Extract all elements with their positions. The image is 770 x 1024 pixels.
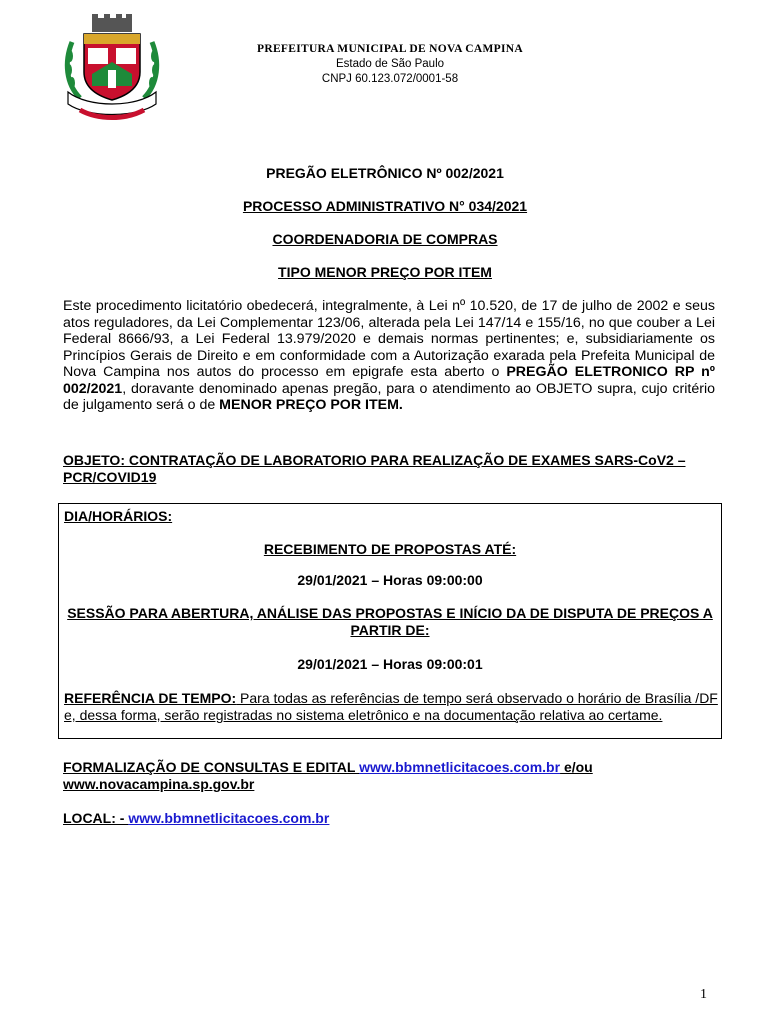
state-line: Estado de São Paulo: [335, 58, 445, 70]
sessao-date: 29/01/2021 – Horas 09:00:01: [297, 656, 483, 672]
tipo-title: TIPO MENOR PREÇO POR ITEM: [278, 264, 492, 280]
page-number: 1: [700, 987, 707, 1002]
objeto-heading: OBJETO: CONTRATAÇÃO DE LABORATORIO PARA REALIZAÇÃO DE EXAMES SARS-CoV2 – PCR/COVID19: [63, 452, 686, 485]
pregao-title: PREGÃO ELETRÔNICO Nº 002/2021: [266, 165, 504, 181]
recebimento-text: RECEBIMENTO DE PROPOSTAS ATÉ:: [263, 541, 517, 557]
schedule-box: [58, 503, 722, 739]
municipality-title: PREFEITURA MUNICIPAL DE NOVA CAMPINA: [257, 43, 523, 55]
processo-title: PROCESSO ADMINISTRATIVO N° 034/2021: [242, 198, 528, 214]
sessao-text: SESSÃO PARA ABERTURA, ANÁLISE DAS PROPOSTAS E INÍCIO DA DE DISPUTA DE PREÇOS A PARTIR DE:: [67, 605, 713, 638]
dia-horarios-label: DIA/HORÁRIOS:: [64, 508, 173, 524]
referencia-tempo: [64, 690, 719, 724]
letterhead: [230, 42, 550, 87]
formalizacao-line: [63, 759, 723, 793]
intro-text-1: Este procedimento licitatório obedecerá, integralmente, à Lei nº 10.520, de 17 de julho de 2002 e seus atos reguladores, da Lei Complementar 123/06, alterada pela Lei 147/14 e 155/16, no que couber a Lei Federal 8666/93, a Lei Federal 13.979/2020 e demais normas pertinentes; e, subsidiariamente os Princípios Gerais de Direito e em conformidade com a Autorização exarada pela Prefeita Municipal de Nova Campina nos autos do processo em epigrafe esta aberto o: [63, 298, 715, 380]
local-line: [63, 810, 329, 826]
sessao-label: [59, 605, 721, 639]
formalizacao-sep: e/ou: [560, 759, 593, 775]
local-label: LOCAL: -: [63, 810, 129, 826]
intro-bold-criterio: MENOR PREÇO POR ITEM.: [219, 397, 403, 413]
referencia-text: Para todas as referências de tempo será observado o horário de Brasília /DF e, dessa forma, serão registradas no sistema eletrônico e na documentação relativa ao certame.: [64, 690, 718, 723]
document-titles: [0, 165, 770, 297]
intro-bold-pregao: PREGÃO ELETRONICO RP nº 002/2021: [63, 364, 715, 397]
recebimento-label: [59, 541, 721, 558]
local-bbmnet-link[interactable]: www.bbmnetlicitacoes.com.br: [128, 810, 330, 826]
intro-paragraph: [63, 298, 715, 414]
formalizacao-label: FORMALIZAÇÃO DE CONSULTAS E EDITAL: [63, 759, 360, 775]
intro-text-2: , doravante denominado apenas pregão, para o atendimento ao OBJETO supra, cujo critério de julgamento será o de: [63, 380, 715, 413]
referencia-label: REFERÊNCIA DE TEMPO:: [64, 690, 237, 706]
cnpj-line: CNPJ 60.123.072/0001-58: [321, 73, 459, 85]
novacampina-link[interactable]: www.novacampina.sp.gov.br: [63, 776, 255, 792]
municipal-crest-logo: [58, 12, 166, 120]
recebimento-date: 29/01/2021 – Horas 09:00:00: [297, 572, 483, 588]
coordenadoria-title: COORDENADORIA DE COMPRAS: [272, 231, 498, 247]
bbmnet-link[interactable]: www.bbmnetlicitacoes.com.br: [359, 759, 561, 775]
